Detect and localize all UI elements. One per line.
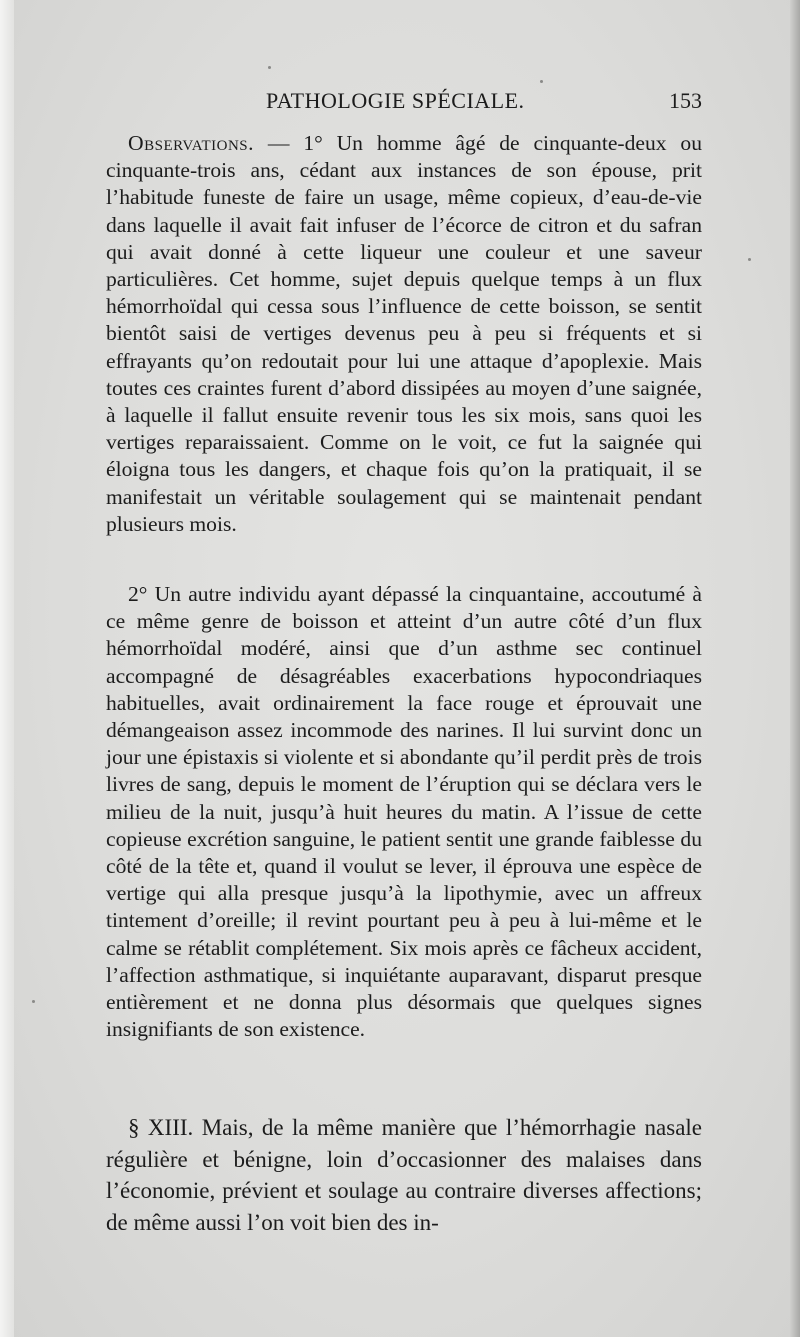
paper-speck [748,258,751,261]
paper-speck [32,1000,35,1003]
observation-1 [106,130,702,538]
observation-1-paragraph [106,130,702,538]
observation-2-paragraph: 2° Un autre individu ayant dépassé la cinquantaine, accoutumé à ce même genre de boisson et atteint d’un autre côté d’un flux hémorrhoïdal modéré, ainsi que d’un asthme sec continuel accompagné de désagréables exacerbations hypocondriaques habituelles, avait ordinairement la face rouge et éprouvait une démangeaison assez incommode des narines. Il lui survint donc un jour une épistaxis si violente et si abondante qu’il perdit près de trois livres de sang, depuis le moment de l’éruption qui se déclara vers le milieu de la nuit, jusqu’à huit heures du matin. A l’issue de cette copieuse excrétion sanguine, le patient sentit une grande faiblesse du côté de la tête et, quand il voulut se lever, il éprouva une espèce de vertige qui alla presque jusqu’à la lipothymie, avec un affreux tintement d’oreille; il revint pourtant peu à peu à lui-même et le calme se rétablit complétement. Six mois après ce fâcheux accident, l’affection asthmatique, si inquiétante auparavant, disparut presque entièrement et ne donna plus désormais que quelques signes insignifiants de son existence. [106,582,702,1042]
page-left-edge [0,0,14,1337]
page-number: 153 [669,88,702,113]
section-xiii [106,1112,702,1238]
running-head [106,88,702,122]
paper-speck [540,80,543,83]
paper-speck [268,66,271,69]
observation-2 [106,581,702,1043]
section-xiii-paragraph: § XIII. Mais, de la même manière que l’hémorrhagie nasale régulière et bénigne, loin d’occasionner des malaises dans l’économie, prévient et soulage au contraire diverses affections; de même aussi l’on voit bien des in- [106,1115,702,1235]
running-title: PATHOLOGIE SPÉCIALE. [266,88,525,113]
observation-1-text: — 1° Un homme âgé de cinquante-deux ou cinquante-trois ans, cédant aux instances de son épouse, prit l’habitude funeste de faire un usage, même copieux, d’eau-de-vie dans laquelle il avait fait infuser de l’écorce de citron et du safran qui avait donné à cette liqueur une couleur et une saveur particulières. Cet homme, sujet depuis quelque temps à un flux hémorrhoïdal qui cessa sous l’influence de cette boisson, se sentit bientôt saisi de vertiges devenus peu à peu si fréquents et si effrayants qu’on redoutait pour lui une attaque d’apoplexie. Mais toutes ces craintes furent d’abord dissipées au moyen d’une saignée, à laquelle il fallut ensuite revenir tous les six mois, sans quoi les vertiges reparaissaient. Comme on le voit, ce fut la saignée qui éloigna tous les dangers, et chaque fois qu’on la pratiquait, il se manifestait un véritable soulagement qui se maintenait pendant plusieurs mois. [106,131,702,536]
page-right-edge [790,0,800,1337]
observations-label: Observations. [128,131,255,155]
